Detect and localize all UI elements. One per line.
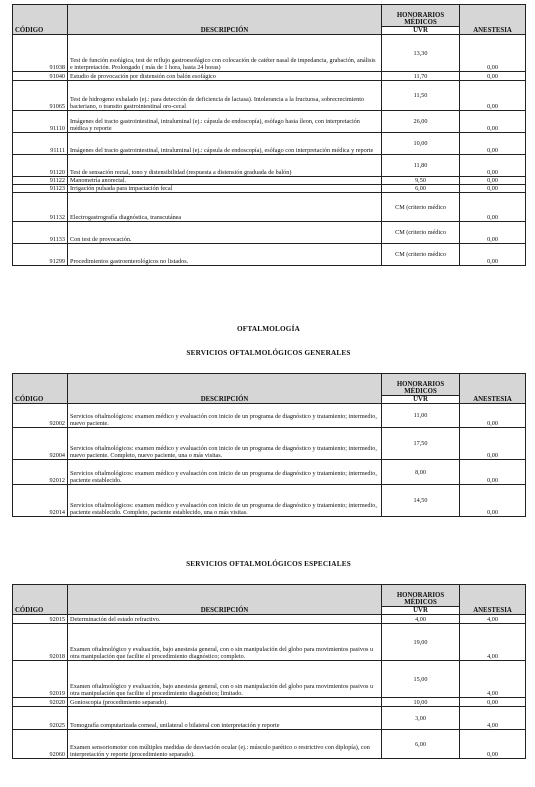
table-row bbox=[13, 698, 526, 707]
procedure-code: 91038 bbox=[13, 35, 68, 72]
procedure-description: Manometría anorectal. bbox=[68, 177, 382, 185]
table-row bbox=[13, 222, 526, 244]
procedure-code: 91299 bbox=[13, 244, 68, 266]
fee-uvr: 10,00 bbox=[382, 698, 460, 707]
header-fees: HONORARIOS MÉDICOS bbox=[382, 374, 460, 396]
procedure-description: Servicios oftalmológicos: examen médico y evaluación con inicio de un programa de diagnóstico y tratamiento; intermedio, paciente establecido. Completo, paciente establecido, una o más visitas. bbox=[68, 485, 382, 517]
anesthesia-value: 4,00 bbox=[460, 624, 526, 661]
procedure-code: 92060 bbox=[13, 730, 68, 759]
procedure-code: 91111 bbox=[13, 133, 68, 155]
fee-uvr: 13,30 bbox=[382, 35, 460, 72]
header-uvr: UVR bbox=[382, 396, 460, 404]
procedure-code: 91110 bbox=[13, 111, 68, 133]
procedure-code: 92025 bbox=[13, 707, 68, 730]
section-title: OFTALMOLOGÍA bbox=[237, 325, 300, 333]
fee-uvr: 14,50 bbox=[382, 485, 460, 517]
fee-uvr: 6,00 bbox=[382, 185, 460, 193]
fee-uvr: 9,50 bbox=[382, 177, 460, 185]
table-row bbox=[13, 615, 526, 624]
header-description: DESCRIPCIÓN bbox=[68, 585, 382, 615]
procedure-code: 91120 bbox=[13, 155, 68, 177]
procedure-description: Examen oftalmológico y evaluación, bajo anestesia general, con o sin manipulación del globo para movimientos pasivos u otra manipulación que facilite el procedimiento diagnóstico; completo. bbox=[68, 624, 382, 661]
fee-uvr: 26,00 bbox=[382, 111, 460, 133]
ophthalmology-general-table bbox=[12, 373, 526, 517]
procedure-code: 92018 bbox=[13, 624, 68, 661]
table-row bbox=[13, 428, 526, 460]
procedure-description: Test de sensación rectal, tono y distensibilidad (respuesta a distensión graduada de balón) bbox=[68, 155, 382, 177]
header-anesthesia: ANESTESIA bbox=[460, 374, 526, 404]
procedure-description: Servicios oftalmológicos: examen médico y evaluación con inicio de un programa de diagnóstico y tratamiento; intermedio, nuevo paciente. Completo, nuevo paciente, una o más visitas. bbox=[68, 428, 382, 460]
anesthesia-value: 0,00 bbox=[460, 133, 526, 155]
header-description: DESCRIPCIÓN bbox=[68, 374, 382, 404]
anesthesia-value: 0,00 bbox=[460, 72, 526, 81]
anesthesia-value: 0,00 bbox=[460, 730, 526, 759]
anesthesia-value: 0,00 bbox=[460, 698, 526, 707]
ophthalmology-special-table bbox=[12, 584, 526, 759]
table-row bbox=[13, 177, 526, 185]
fee-uvr: CM (criterio médico bbox=[382, 222, 460, 244]
procedure-description: Servicios oftalmológicos: examen médico y evaluación con inicio de un programa de diagnóstico y tratamiento; intermedio, paciente establecido. bbox=[68, 460, 382, 485]
table-row bbox=[13, 133, 526, 155]
procedure-code: 91123 bbox=[13, 185, 68, 193]
header-anesthesia: ANESTESIA bbox=[460, 5, 526, 35]
table-row bbox=[13, 661, 526, 698]
anesthesia-value: 0,00 bbox=[460, 404, 526, 428]
procedure-code: 92014 bbox=[13, 485, 68, 517]
fee-uvr: 3,00 bbox=[382, 707, 460, 730]
procedure-description: Gonioscopia (procedimiento separado). bbox=[68, 698, 382, 707]
table-row bbox=[13, 624, 526, 661]
fee-uvr: 15,00 bbox=[382, 661, 460, 698]
procedure-description: Test de función esofágica, test de reflujo gastroesofágico con colocación de catéter nasal de impedancia, grabación, análisis e interpretación. Prolongado ( más de 1 hora, hasta 24 horas) bbox=[68, 35, 382, 72]
subsection-title-general: SERVICIOS OFTALMOLÓGICOS GENERALES bbox=[186, 349, 351, 357]
procedure-code: 92012 bbox=[13, 460, 68, 485]
procedure-code: 92002 bbox=[13, 404, 68, 428]
anesthesia-value: 0,00 bbox=[460, 428, 526, 460]
procedure-code: 92004 bbox=[13, 428, 68, 460]
procedure-description: Imágenes del tracto gastrointestinal, intraluminal (ej.: cápsula de endoscopía), esófago con interpretación médica y reporte bbox=[68, 133, 382, 155]
table-row bbox=[13, 404, 526, 428]
anesthesia-value: 0,00 bbox=[460, 81, 526, 111]
anesthesia-value: 0,00 bbox=[460, 485, 526, 517]
procedure-code: 91040 bbox=[13, 72, 68, 81]
header-fees: HONORARIOS MÉDICOS bbox=[382, 5, 460, 27]
table-row bbox=[13, 193, 526, 222]
fee-uvr: CM (criterio médico bbox=[382, 244, 460, 266]
procedure-code: 91122 bbox=[13, 177, 68, 185]
fee-uvr: CM (criterio médico bbox=[382, 193, 460, 222]
procedure-description: Con test de provocación. bbox=[68, 222, 382, 244]
header-code: CÓDIGO bbox=[13, 5, 68, 35]
table-row bbox=[13, 244, 526, 266]
header-code: CÓDIGO bbox=[13, 585, 68, 615]
procedure-description: Procedimientos gastroenterológicos no listados. bbox=[68, 244, 382, 266]
procedure-description: Servicios oftalmológicos: examen médico y evaluación con inicio de un programa de diagnóstico y tratamiento; intermedio, nuevo paciente. bbox=[68, 404, 382, 428]
fee-uvr: 19,00 bbox=[382, 624, 460, 661]
procedure-description: Examen oftalmológico y evaluación, bajo anestesia general, con o sin manipulación del globo para movimientos pasivos u otra manipulación que facilite el procedimiento diagnóstico; limitado. bbox=[68, 661, 382, 698]
fee-uvr: 4,00 bbox=[382, 615, 460, 624]
anesthesia-value: 0,00 bbox=[460, 155, 526, 177]
header-fees: HONORARIOS MÉDICOS bbox=[382, 585, 460, 607]
table-row bbox=[13, 485, 526, 517]
procedure-description: Irrigación pulsada para impactación fecal bbox=[68, 185, 382, 193]
anesthesia-value: 0,00 bbox=[460, 193, 526, 222]
procedure-description: Examen sensoriomotor con múltiples medidas de desviación ocular (ej.: músculo parético o restrictivo con diplopía), con interpretación y reporte (procedimiento separado). bbox=[68, 730, 382, 759]
fee-uvr: 10,00 bbox=[382, 133, 460, 155]
anesthesia-value: 0,00 bbox=[460, 111, 526, 133]
table-row bbox=[13, 111, 526, 133]
fee-uvr: 17,50 bbox=[382, 428, 460, 460]
anesthesia-value: 0,00 bbox=[460, 244, 526, 266]
table-row bbox=[13, 72, 526, 81]
procedure-description: Test de hidrogeno exhalado (ej.: para detección de deficiencia de lactasa). Intolerancia a la fructuosa, sobrecrecimiento bacteriano, o transito gastrointestinal oro-cecal bbox=[68, 81, 382, 111]
procedure-description: Estudio de provocación por distensión con balón esofágico bbox=[68, 72, 382, 81]
anesthesia-value: 4,00 bbox=[460, 615, 526, 624]
table-row bbox=[13, 155, 526, 177]
procedure-code: 92020 bbox=[13, 698, 68, 707]
fee-uvr: 11,80 bbox=[382, 155, 460, 177]
procedure-code: 92019 bbox=[13, 661, 68, 698]
header-uvr: UVR bbox=[382, 27, 460, 35]
anesthesia-value: 4,00 bbox=[460, 661, 526, 698]
procedure-code: 91065 bbox=[13, 81, 68, 111]
anesthesia-value: 0,00 bbox=[460, 177, 526, 185]
fee-uvr: 8,00 bbox=[382, 460, 460, 485]
gastro-procedures-table bbox=[12, 4, 526, 266]
fee-uvr: 11,50 bbox=[382, 81, 460, 111]
anesthesia-value: 0,00 bbox=[460, 460, 526, 485]
fee-uvr: 11,70 bbox=[382, 72, 460, 81]
header-description: DESCRIPCIÓN bbox=[68, 5, 382, 35]
anesthesia-value: 4,00 bbox=[460, 707, 526, 730]
subsection-title-special: SERVICIOS OFTALMOLÓGICOS ESPECIALES bbox=[186, 560, 351, 568]
anesthesia-value: 0,00 bbox=[460, 185, 526, 193]
header-uvr: UVR bbox=[382, 607, 460, 615]
procedure-code: 91133 bbox=[13, 222, 68, 244]
table-row bbox=[13, 460, 526, 485]
fee-uvr: 11,00 bbox=[382, 404, 460, 428]
anesthesia-value: 0,00 bbox=[460, 35, 526, 72]
header-code: CÓDIGO bbox=[13, 374, 68, 404]
table-row bbox=[13, 185, 526, 193]
procedure-code: 92015 bbox=[13, 615, 68, 624]
procedure-description: Imágenes del tracto gastrointestinal, intraluminal (ej.: cápsula de endoscopía), esófago hasta íleon, con interpretación médica y reporte bbox=[68, 111, 382, 133]
table-row bbox=[13, 730, 526, 759]
table-row bbox=[13, 81, 526, 111]
procedure-description: Electrogastrografía diagnóstica, transcutánea bbox=[68, 193, 382, 222]
procedure-code: 91132 bbox=[13, 193, 68, 222]
procedure-description: Determinación del estado refractivo. bbox=[68, 615, 382, 624]
table-row bbox=[13, 707, 526, 730]
fee-uvr: 6,00 bbox=[382, 730, 460, 759]
anesthesia-value: 0,00 bbox=[460, 222, 526, 244]
header-anesthesia: ANESTESIA bbox=[460, 585, 526, 615]
procedure-description: Tomografía computarizada corneal, unilateral o bilateral con interpretación y reporte bbox=[68, 707, 382, 730]
table-row bbox=[13, 35, 526, 72]
